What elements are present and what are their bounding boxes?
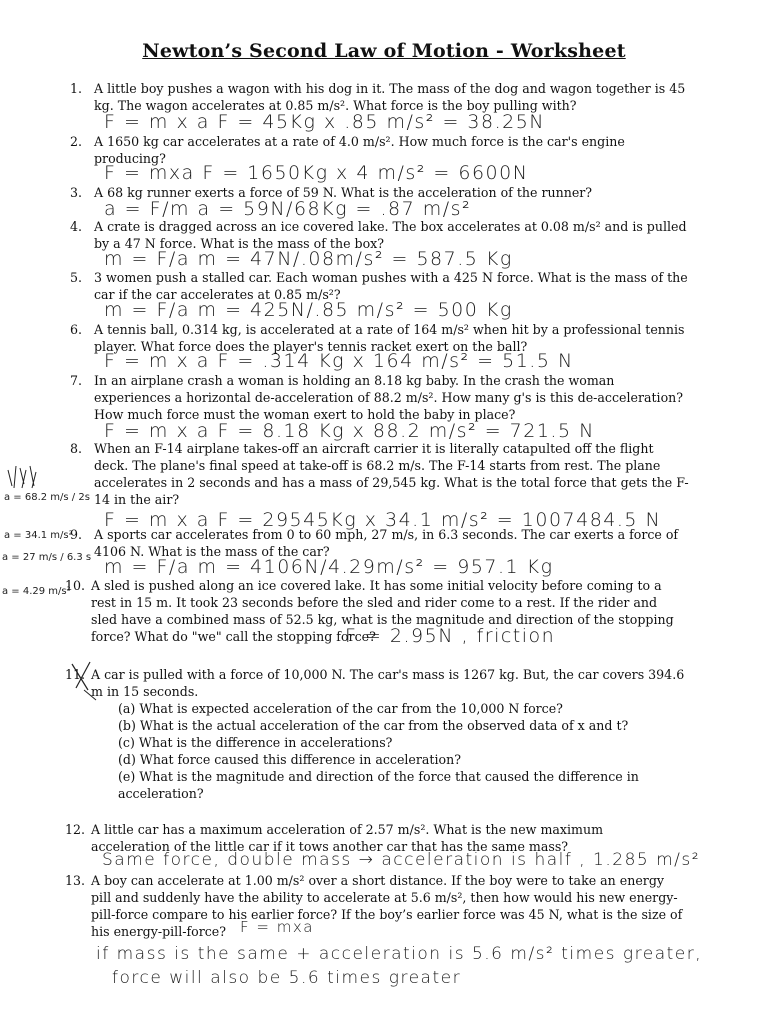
answer-8-handwriting: F = m x a F = 29545Kg x 34.1 m/s² = 1007484.5 N bbox=[104, 509, 662, 531]
answer-13-line1-handwriting: if mass is the same + acceleration is 5.6 m/s² times greater, bbox=[96, 944, 703, 964]
answer-2-handwriting: F = mxa F = 1650Kg x 4 m/s² = 6600N bbox=[104, 162, 529, 184]
margin-note-q9-result: a = 4.29 m/s² bbox=[2, 586, 71, 597]
question-text: A sled is pushed along an ice covered lake. It has some initial velocity before coming to a rest in 15 m. It took 23 seconds before the sled and rider come to a rest. If the rider and sled have a combined mass of 52.5 kg, what is the magnitude and direction of the stopping force? What do "we" call the stopping force? bbox=[91, 578, 674, 644]
question-number: 3. bbox=[70, 185, 83, 200]
question-number: 2. bbox=[70, 134, 83, 149]
question-text: A little car has a maximum acceleration of 2.57 m/s². What is the new maximum acceleration of the little car if it tows another car that has the same mass? bbox=[91, 822, 604, 854]
answer-5-handwriting: m = F/a m = 425N/.85 m/s² = 500 Kg bbox=[104, 299, 513, 321]
question-text: A 1650 kg car accelerates at a rate of 4.0 m/s². How much force is the car's engine producing? bbox=[94, 134, 625, 166]
question-text: A tennis ball, 0.314 kg, is accelerated at a rate of 164 m/s² when hit by a professional tennis player. What force does the player's tennis racket exert on the ball? bbox=[94, 322, 685, 354]
question-number: 7. bbox=[70, 373, 83, 388]
question-text: A car is pulled with a force of 10,000 N. The car's mass is 1267 kg. But, the car covers 394.6 m in 15 seconds. bbox=[91, 667, 685, 699]
question-number: 5. bbox=[70, 270, 83, 285]
question-text: A 68 kg runner exerts a force of 59 N. What is the acceleration of the runner? bbox=[94, 185, 593, 200]
question-text: 3 women push a stalled car. Each woman pushes with a 425 N force. What is the mass of the car if the car accelerates at 0.85 m/s²? bbox=[94, 270, 688, 302]
question-number: 11. bbox=[65, 667, 86, 682]
question-number: 9. bbox=[70, 527, 83, 542]
question-number: 8. bbox=[70, 441, 83, 456]
answer-10-handwriting: F = 2.95N , friction bbox=[345, 625, 556, 647]
margin-note-q8-result: a = 34.1 m/s² bbox=[4, 530, 73, 541]
question-11-part-c: (c) What is the difference in accelerations? bbox=[118, 735, 393, 750]
answer-3-handwriting: a = F/m a = 59N/68Kg = .87 m/s² bbox=[104, 198, 472, 220]
answer-12-handwriting: Same force, double mass → acceleration is half , 1.285 m/s² bbox=[102, 850, 701, 870]
question-text: A little boy pushes a wagon with his dog in it. The mass of the dog and wagon together is 45 kg. The wagon accelerates at 0.85 m/s². What force is the boy pulling with? bbox=[94, 81, 686, 113]
answer-13-formula-handwriting: F = mxa bbox=[240, 918, 314, 936]
question-text: In an airplane crash a woman is holding an 8.18 kg baby. In the crash the woman experiences a horizontal de-acceleration of 88.2 m/s². How many g's is this de-acceleration? How much force must the woman exert to hold the baby in place? bbox=[94, 373, 684, 422]
question-number: 13. bbox=[65, 873, 86, 888]
answer-13-line2-handwriting: force will also be 5.6 times greater bbox=[112, 968, 462, 988]
worksheet-title: Newton’s Second Law of Motion - Worksheet bbox=[142, 40, 626, 62]
question-11-part-d: (d) What force caused this difference in acceleration? bbox=[118, 752, 461, 767]
question-number: 6. bbox=[70, 322, 83, 337]
question-number: 4. bbox=[70, 219, 83, 234]
question-11-part-b: (b) What is the actual acceleration of the car from the observed data of x and t? bbox=[118, 718, 629, 733]
question-text: When an F-14 airplane takes-off an aircraft carrier it is literally catapulted off the flight deck. The plane's final speed at take-off is 68.2 m/s. The F-14 starts from rest. The plane accelerates in 2 seconds and has a mass of 29,545 kg. What is the total force that gets the F-14 in the air? bbox=[94, 441, 689, 507]
question-text: A sports car accelerates from 0 to 60 mph, 27 m/s, in 6.3 seconds. The car exerts a force of 4106 N. What is the mass of the car? bbox=[94, 527, 679, 559]
margin-note-q8: a = 68.2 m/s / 2s bbox=[4, 492, 90, 503]
question-number: 1. bbox=[70, 81, 83, 96]
answer-9-handwriting: m = F/a m = 4106N/4.29m/s² = 957.1 Kg bbox=[104, 556, 554, 578]
question-number: 10. bbox=[65, 578, 86, 593]
margin-note-q9: a = 27 m/s / 6.3 s bbox=[2, 552, 92, 563]
answer-1-handwriting: F = m x a F = 45Kg x .85 m/s² = 38.25N bbox=[104, 111, 546, 133]
question-11-part-e: (e) What is the magnitude and direction of the force that caused the difference in acceleration? bbox=[118, 769, 639, 801]
question-text: A crate is dragged across an ice covered lake. The box accelerates at 0.08 m/s² and is pulled by a 47 N force. What is the mass of the box? bbox=[94, 219, 687, 251]
answer-7-handwriting: F = m x a F = 8.18 Kg x 88.2 m/s² = 721.5 N bbox=[104, 420, 595, 442]
question-number: 12. bbox=[65, 822, 86, 837]
question-11-part-a: (a) What is expected acceleration of the car from the 10,000 N force? bbox=[118, 701, 563, 716]
answer-6-handwriting: F = m x a F = .314 Kg x 164 m/s² = 51.5 N bbox=[104, 350, 574, 372]
question-text: A boy can accelerate at 1.00 m/s² over a short distance. If the boy were to take an energy pill and suddenly have the ability to accelerate at 5.6 m/s², then how would his new energy-pill-force compare to his earlier force? If the boy’s earlier force was 45 N, what is the size of his energy-pill-force? bbox=[91, 873, 683, 939]
arrow-mark-q11 bbox=[84, 690, 96, 700]
scribble-mark bbox=[8, 466, 36, 488]
answer-4-handwriting: m = F/a m = 47N/.08m/s² = 587.5 Kg bbox=[104, 248, 513, 270]
cross-mark-q11 bbox=[72, 662, 90, 690]
